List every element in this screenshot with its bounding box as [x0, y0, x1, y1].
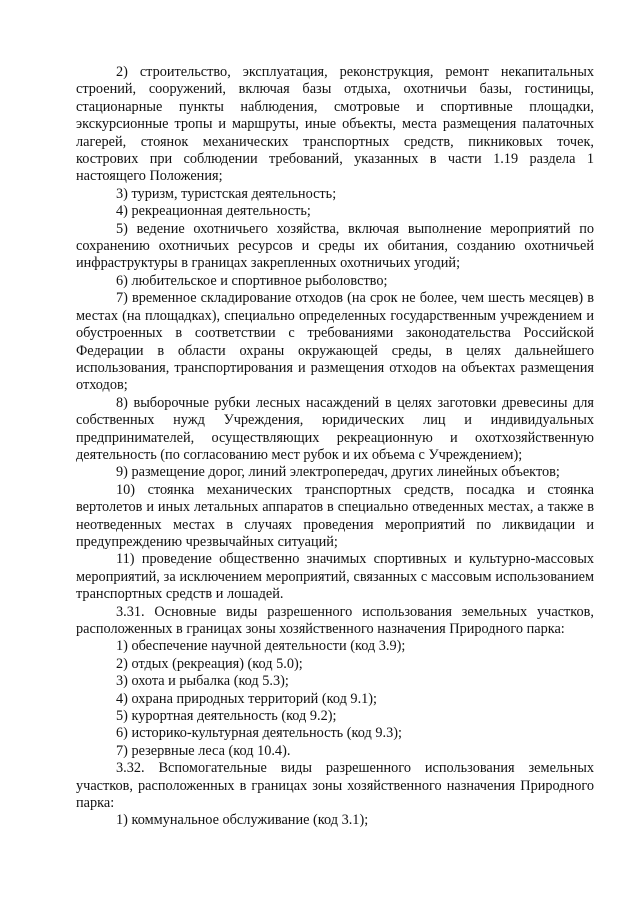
document-page [76, 64, 594, 830]
use-item-resort: 5) курортная деятельность (код 9.2); [116, 708, 337, 725]
section-3-31-heading: 3.31. Основные виды разрешенного использования земельных участков, расположенных в границах зоны хозяйственного назначения Природного парка: [76, 603, 594, 637]
aux-use-item-utilities: 1) коммунальное обслуживание (код 3.1); [116, 812, 369, 829]
list-item-6-fishing: 6) любительское и спортивное рыболовство; [116, 272, 388, 289]
use-item-reserve-forests: 7) резервные леса (код 10.4). [116, 742, 291, 759]
use-item-hunting-fishing: 3) охота и рыбалка (код 5.3); [116, 673, 289, 690]
list-item-7-waste-storage: 7) временное складирование отходов (на срок не более, чем шесть месяцев) в местах (на площадках), специально определенных государственным учреждением и обустроенных в соответствии с требованиями законодательства Российской Федерации в области охраны окружающей среды, в целях дальнейшего использования, транспортирования и размещения отходов на объектах размещения отходов; [76, 290, 594, 394]
section-3-32-heading: 3.32. Вспомогательные виды разрешенного использования земельных участков, расположенных в границах зоны хозяйственного назначения Природного парка: [76, 760, 594, 812]
list-item-11-public-events: 11) проведение общественно значимых спортивных и культурно-массовых мероприятий, за исключением мероприятий, связанных с массовым использованием транспортных средств и лошадей. [76, 551, 594, 603]
use-item-nature-protection: 4) охрана природных территорий (код 9.1); [116, 690, 378, 707]
list-item-3-tourism: 3) туризм, туристская деятельность; [116, 185, 337, 202]
list-item-9-roads: 9) размещение дорог, линий электропередач, других линейных объектов; [116, 464, 560, 481]
list-item-5-hunting: 5) ведение охотничьего хозяйства, включая выполнение мероприятий по сохранению охотничьих ресурсов и среды их обитания, созданию охотничьей инфраструктуры в границах закрепленных охотничьих угодий; [76, 220, 594, 272]
list-item-2-construction: 2) строительство, эксплуатация, реконструкция, ремонт некапитальных строений, сооружений, включая базы отдыха, охотничьи базы, гостиницы, стационарные пункты наблюдения, смотровые и спортивные площадки, экскурсионные тропы и маршруты, иные объекты, места размещения палаточных лагерей, стоянок механических транспортных средств, пикниковых точек, кострових при соблюдении требований, указанных в части 1.19 раздела 1 настоящего Положения; [76, 64, 594, 185]
use-item-historical-cultural: 6) историко-культурная деятельность (код 9.3); [116, 725, 402, 742]
list-item-4-recreation: 4) рекреационная деятельность; [116, 203, 311, 220]
use-item-leisure: 2) отдых (рекреация) (код 5.0); [116, 655, 303, 672]
use-item-science: 1) обеспечение научной деятельности (код 3.9); [116, 638, 406, 655]
list-item-10-vehicle-parking: 10) стоянка механических транспортных средств, посадка и стоянка вертолетов и иных летальных аппаратов в специально отведенных местах, а также в неотведенных местах в случаях проведения мероприятий по ликвидации и предупреждению чрезвычайных ситуаций; [76, 481, 594, 550]
list-item-8-logging: 8) выборочные рубки лесных насаждений в целях заготовки древесины для собственных нужд Учреждения, юридических лиц и индивидуальных предпринимателей, осуществляющих рекреационную и охотхозяйственную деятельность (по согласованию мест рубок и их объема с Учреждением); [76, 394, 594, 463]
